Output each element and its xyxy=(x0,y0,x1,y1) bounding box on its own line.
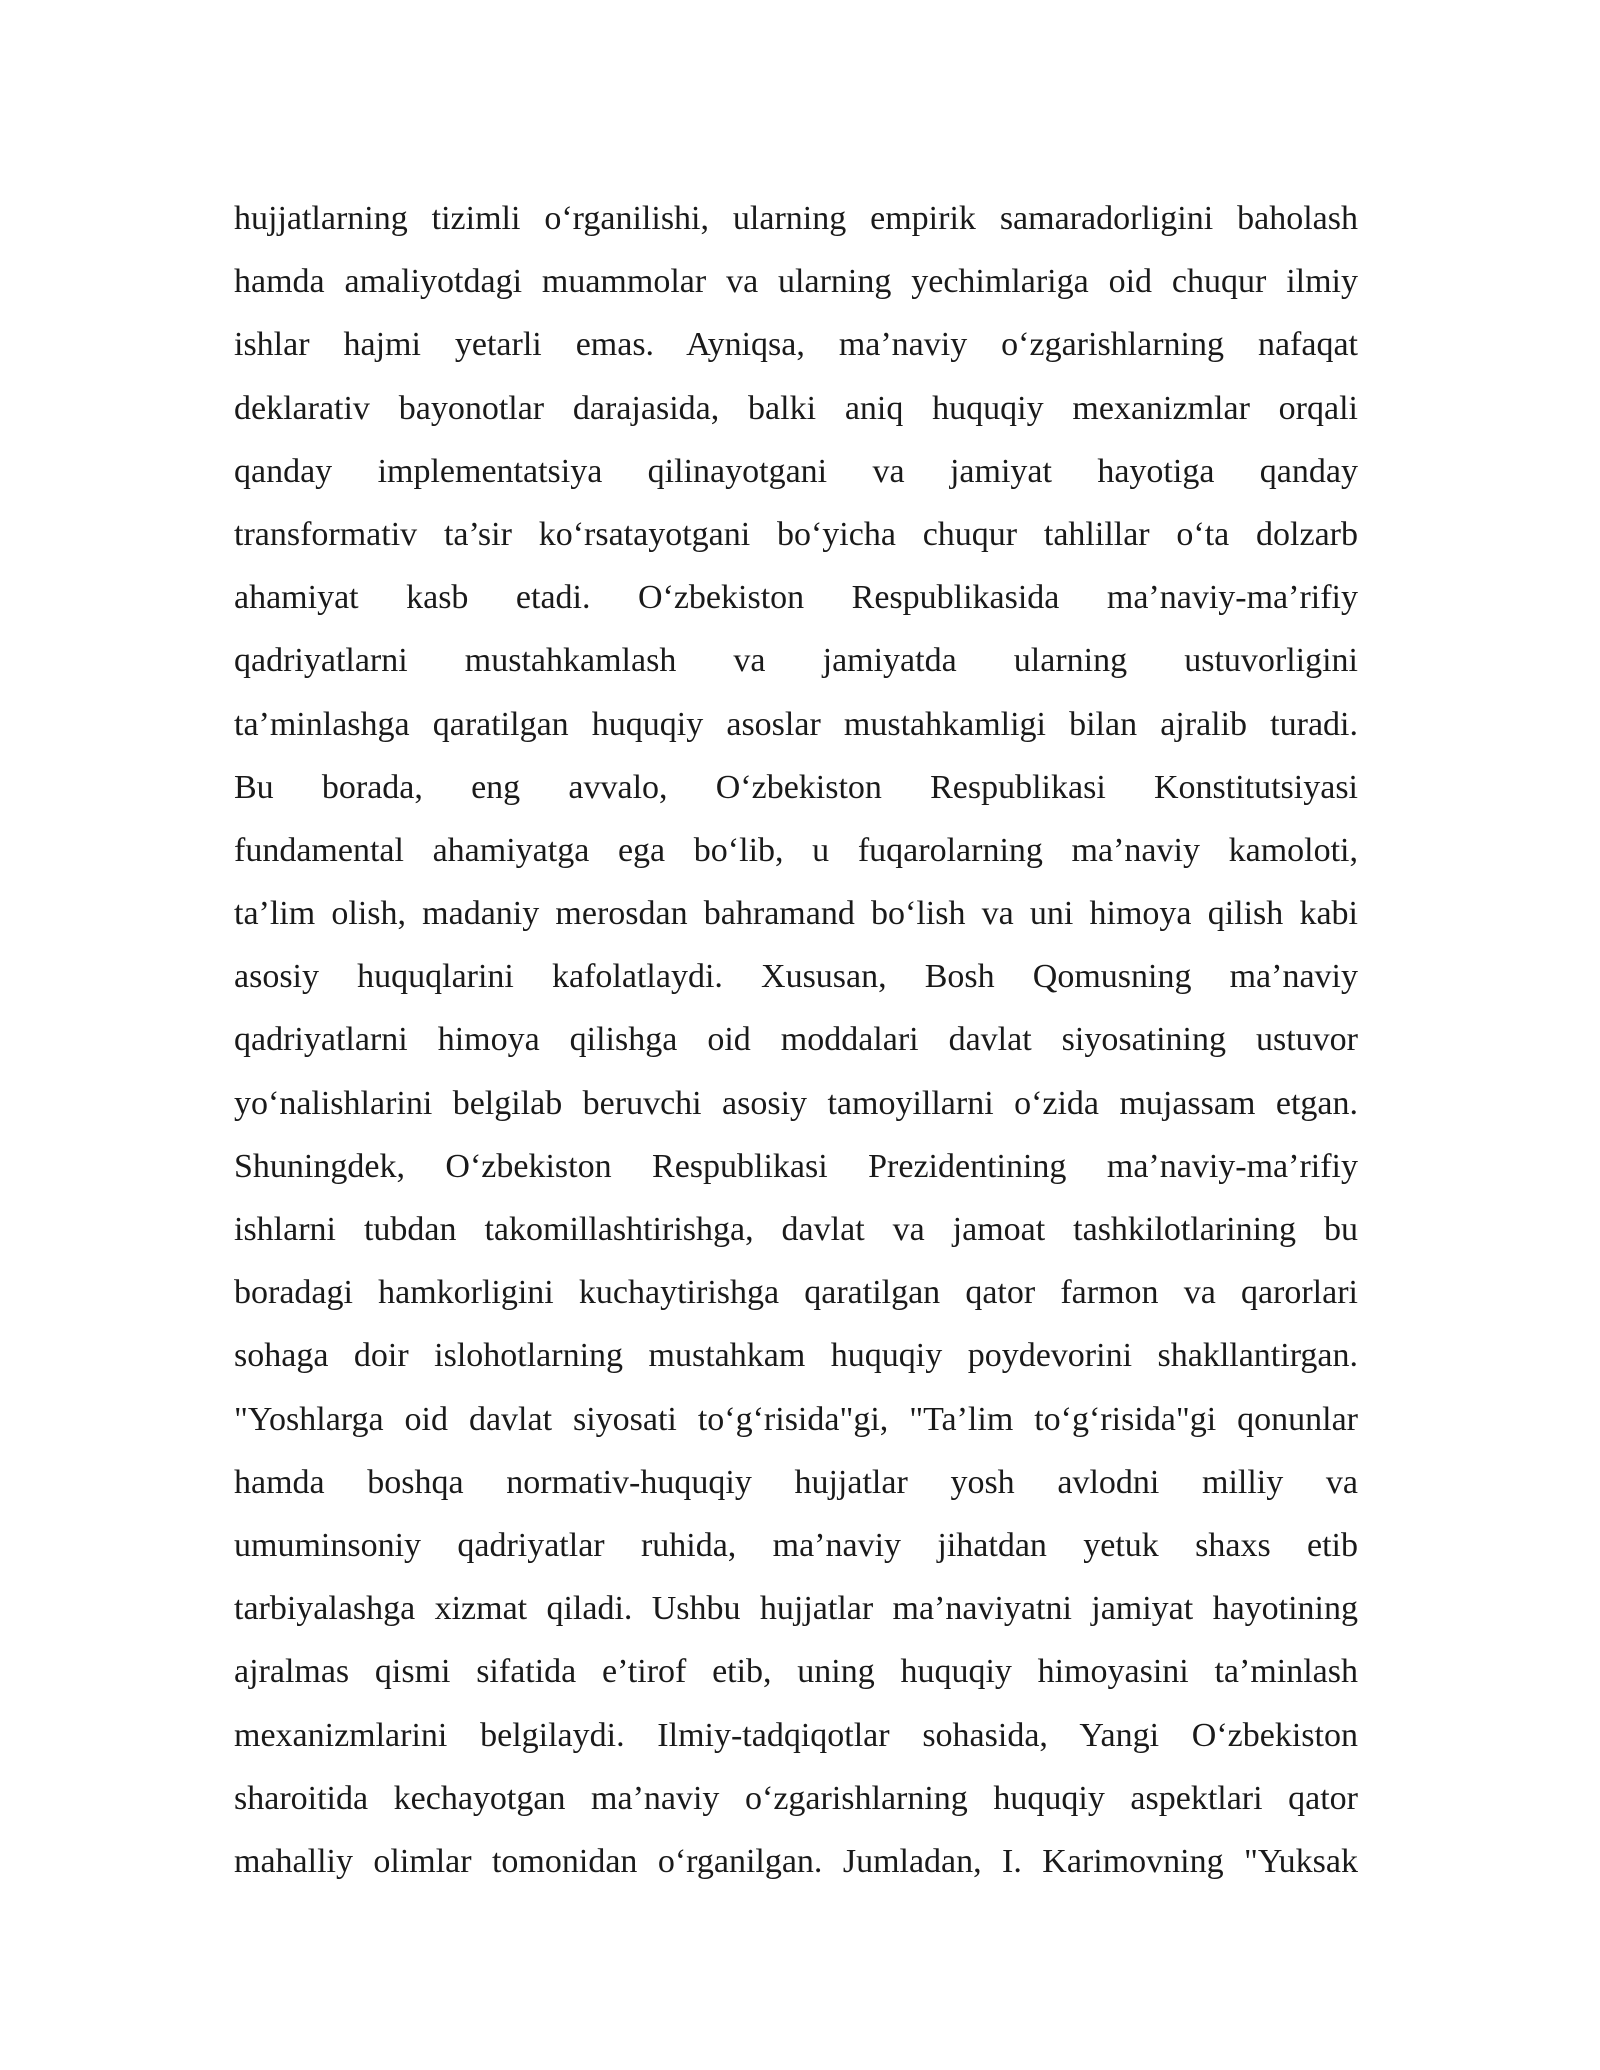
text-line: ishlar hajmi yetarli emas. Ayniqsa, ma’naviy o‘zgarishlarning nafaqat xyxy=(234,326,1358,364)
text-line: fundamental ahamiyatga ega bo‘lib, u fuqarolarning ma’naviy kamoloti, xyxy=(234,831,1358,869)
text-line: "Yoshlarga oid davlat siyosati to‘g‘risida"gi, "Ta’lim to‘g‘risida"gi qonunlar xyxy=(234,1400,1358,1438)
text-line: hujjatlarning tizimli o‘rganilishi, ularning empirik samaradorligini baholash xyxy=(234,200,1358,237)
text-line: transformativ ta’sir ko‘rsatayotgani bo‘yicha chuqur tahlillar o‘ta dolzarb xyxy=(234,515,1358,553)
text-line: asosiy huquqlarini kafolatlaydi. Xususan, Bosh Qomusning ma’naviy xyxy=(234,958,1358,996)
text-line: sharoitida kechayotgan ma’naviy o‘zgarishlarning huquqiy aspektlari qator xyxy=(234,1779,1358,1817)
text-line: ta’lim olish, madaniy merosdan bahramand bo‘lish va uni himoya qilish kabi xyxy=(234,895,1358,933)
text-line: mexanizmlarini belgilaydi. Ilmiy-tadqiqotlar sohasida, Yangi O‘zbekiston xyxy=(234,1716,1358,1754)
text-line: hamda amaliyotdagi muammolar va ularning yechimlariga oid chuqur ilmiy xyxy=(234,263,1358,301)
body-paragraph xyxy=(234,187,1358,1893)
text-line: tarbiyalashga xizmat qiladi. Ushbu hujjatlar ma’naviyatni jamiyat hayotining xyxy=(234,1590,1358,1628)
text-line: Shuningdek, O‘zbekiston Respublikasi Prezidentining ma’naviy-ma’rifiy xyxy=(234,1147,1358,1185)
text-line: qadriyatlarni himoya qilishga oid moddalari davlat siyosatining ustuvor xyxy=(234,1021,1358,1059)
text-line: sohaga doir islohotlarning mustahkam huquqiy poydevorini shakllantirgan. xyxy=(234,1337,1358,1375)
text-line: ahamiyat kasb etadi. O‘zbekiston Respublikasida ma’naviy-ma’rifiy xyxy=(234,579,1358,617)
text-line: qadriyatlarni mustahkamlash va jamiyatda ularning ustuvorligini xyxy=(234,642,1358,680)
text-line: yo‘nalishlarini belgilab beruvchi asosiy tamoyillarni o‘zida mujassam etgan. xyxy=(234,1084,1358,1122)
text-line: ta’minlashga qaratilgan huquqiy asoslar mustahkamligi bilan ajralib turadi. xyxy=(234,705,1358,743)
text-line: ishlarni tubdan takomillashtirishga, davlat va jamoat tashkilotlarining bu xyxy=(234,1211,1358,1248)
text-line: mahalliy olimlar tomonidan o‘rganilgan. Jumladan, I. Karimovning "Yuksak xyxy=(234,1842,1358,1880)
text-line: hamda boshqa normativ-huquqiy hujjatlar yosh avlodni milliy va xyxy=(234,1463,1358,1501)
text-line: ajralmas qismi sifatida e’tirof etib, uning huquqiy himoyasini ta’minlash xyxy=(234,1653,1358,1691)
text-line: qanday implementatsiya qilinayotgani va jamiyat hayotiga qanday xyxy=(234,452,1358,490)
text-line: umuminsoniy qadriyatlar ruhida, ma’naviy jihatdan yetuk shaxs etib xyxy=(234,1526,1358,1564)
text-line: Bu borada, eng avvalo, O‘zbekiston Respublikasi Konstitutsiyasi xyxy=(234,768,1358,806)
text-line: deklarativ bayonotlar darajasida, balki aniq huquqiy mexanizmlar orqali xyxy=(234,389,1358,427)
text-line: boradagi hamkorligini kuchaytirishga qaratilgan qator farmon va qarorlari xyxy=(234,1274,1358,1312)
